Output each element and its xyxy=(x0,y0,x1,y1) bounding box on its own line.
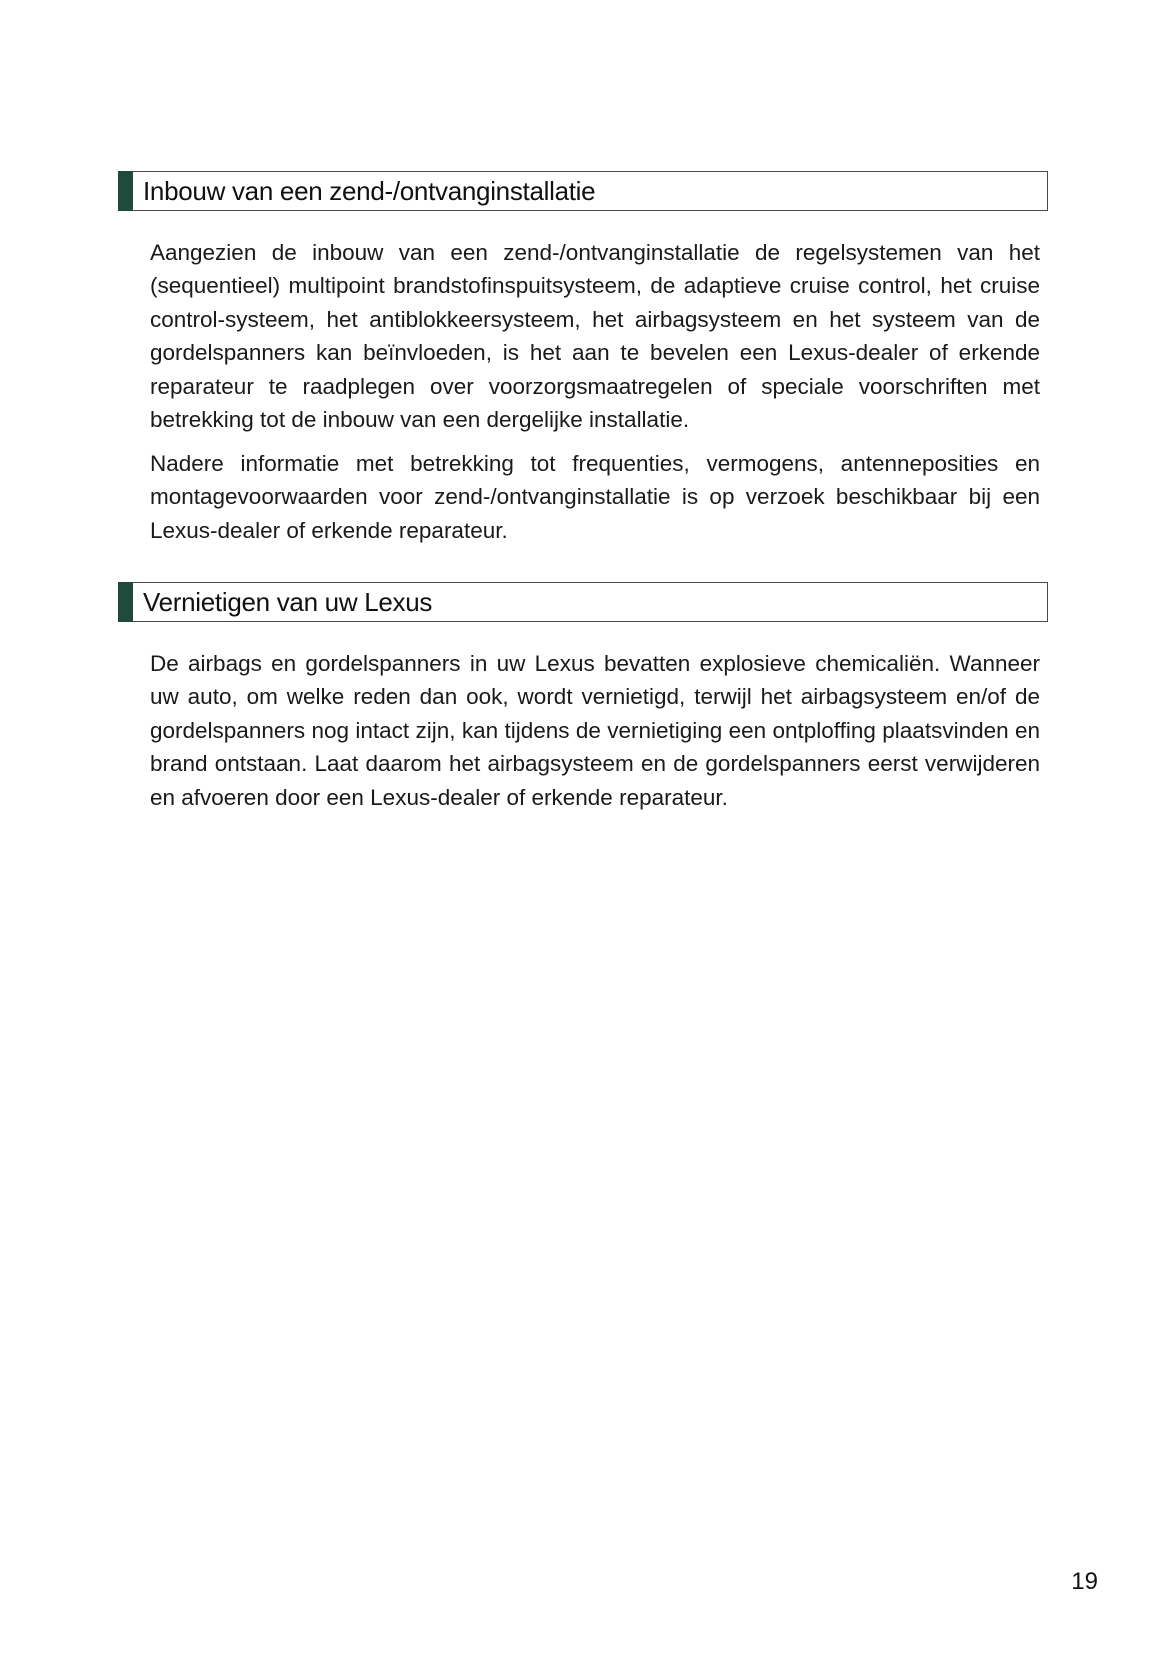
section-title: Vernietigen van uw Lexus xyxy=(143,587,433,617)
page-number: 19 xyxy=(1071,1568,1098,1595)
section-header-vernietigen xyxy=(118,582,1048,622)
section-title: Inbouw van een zend-/ontvanginstallatie xyxy=(143,176,596,206)
paragraph: De airbags en gordelspanners in uw Lexus bevatten explosieve chemicaliën. Wanneer uw auto, om welke reden dan ook, wordt vernietigd, terwijl het airbagsysteem en/of de gordelspanners nog intact zijn, kan tijdens de vernietiging een ontploffing plaatsvinden en brand ontstaan. Laat daarom het airbagsysteem en de gordelspanners eerst verwijderen en afvoeren door een Lexus-dealer of erkende reparateur. xyxy=(150,651,1040,810)
paragraph: Aangezien de inbouw van een zend-/ontvanginstallatie de regelsystemen van het (sequentieel) multipoint brandstofinspuitsysteem, de adaptieve cruise control, het cruise control-systeem, het antiblokkeersysteem, het airbagsysteem en het systeem van de gordelspanners kan beïnvloeden, is het aan te bevelen een Lexus-dealer of erkende reparateur te raadplegen over voorzorgsmaatregelen of speciale voorschriften met betrekking tot de inbouw van een dergelijke installatie. xyxy=(150,240,1040,433)
section-accent-bar xyxy=(118,582,133,622)
paragraph: Nadere informatie met betrekking tot frequenties, vermogens, antenneposities en montagevoorwaarden voor zend-/ontvanginstallatie is op verzoek beschikbaar bij een Lexus-dealer of erkende reparateur. xyxy=(150,451,1040,543)
section-header-inbouw xyxy=(118,171,1048,211)
section-accent-bar xyxy=(118,171,133,211)
